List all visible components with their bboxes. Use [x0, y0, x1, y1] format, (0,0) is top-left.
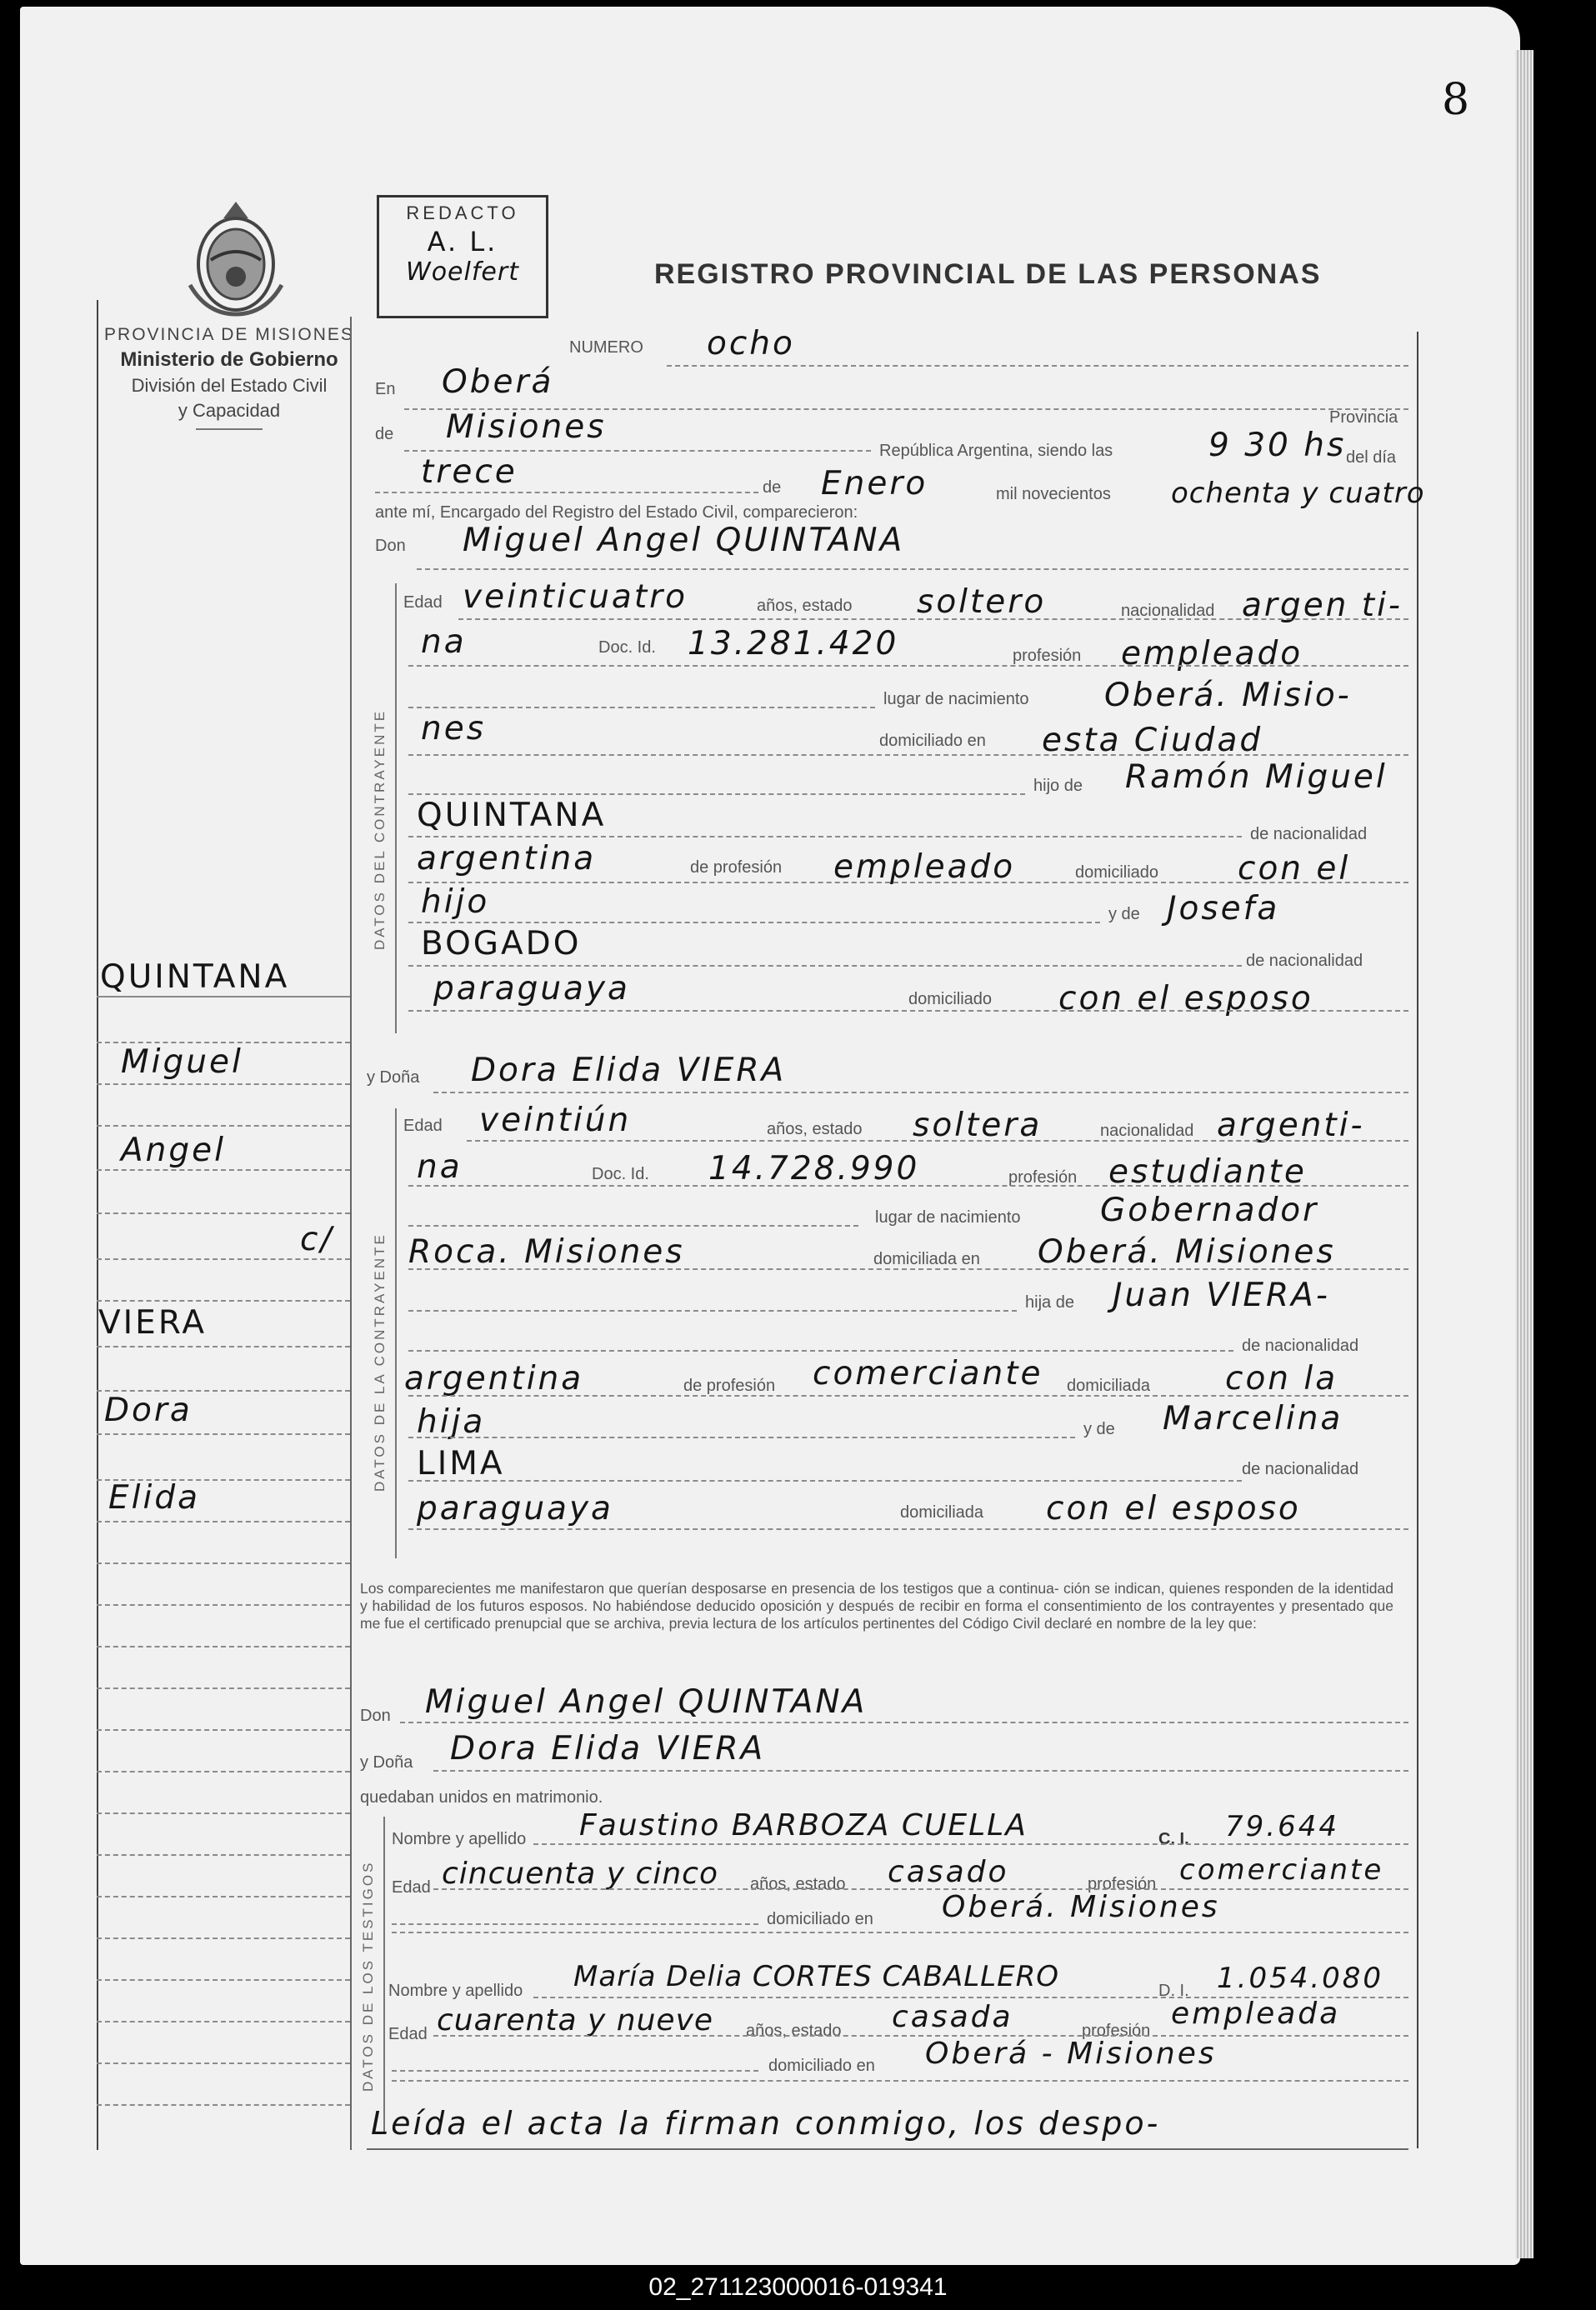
label-w1-estado: años, estado	[750, 1875, 846, 1893]
margin-name-3: Dora	[104, 1392, 193, 1429]
field-groom-mother-nacionalidad: paraguaya	[433, 970, 630, 1008]
label-groom-nacionalidad: nacionalidad	[1121, 602, 1215, 620]
label-de-month: de	[763, 478, 782, 497]
label-quedaban: quedaban unidos en matrimonio.	[360, 1788, 603, 1807]
label-dona-2: y Doña	[360, 1753, 413, 1772]
field-bride-profesion: estudiante	[1108, 1153, 1307, 1191]
label-w2-di: D. I.	[1158, 1982, 1189, 2000]
stamp-initials: A. L.	[427, 226, 498, 258]
label-groom-mother-dom: domiciliado	[908, 990, 993, 1008]
stamp-title: REDACTO	[406, 202, 519, 223]
side-label-witnesses: DATOS DE LOS TESTIGOS	[360, 1860, 376, 2092]
field-groom-lugar-1: Oberá. Misio-	[1104, 677, 1352, 714]
field-w2-di: 1.054.080	[1217, 1962, 1384, 1995]
institution-province: PROVINCIA DE MISIONES	[104, 325, 354, 344]
field-groom-mother-dom: con el esposo	[1058, 980, 1313, 1018]
scan-footer-id: 02_271123000016-019341	[0, 2265, 1596, 2310]
field-w1-nombre: Faustino BARBOZA CUELLA	[579, 1808, 1028, 1842]
label-en: En	[375, 380, 396, 398]
coat-of-arms-icon	[182, 193, 290, 318]
institution-block	[100, 325, 358, 430]
label-groom-lugar: lugar de nacimiento	[883, 690, 1029, 708]
label-bride-nacionalidad: nacionalidad	[1100, 1122, 1194, 1140]
field-w1-estado: casado	[888, 1855, 1009, 1889]
label-bride-mother-nac: de nacionalidad	[1242, 1460, 1359, 1478]
side-label-groom: DATOS DEL CONTRAYENTE	[372, 708, 388, 950]
label-bride-hija: hija de	[1025, 1293, 1074, 1312]
label-w2-profesion: profesión	[1082, 2022, 1151, 2040]
label-w2-domicilio: domiciliado en	[768, 2057, 875, 2075]
label-groom-mother-nac: de nacionalidad	[1246, 952, 1363, 970]
field-groom-doc: 13.281.420	[688, 625, 899, 662]
institution-ministry: Ministerio de Gobierno	[120, 348, 338, 371]
field-w1-domicilio: Oberá. Misiones	[942, 1890, 1220, 1924]
label-bride-father-dom: domiciliada	[1067, 1377, 1151, 1395]
field-groom-domicilio: esta Ciudad	[1042, 722, 1263, 759]
label-numero: NUMERO	[569, 338, 643, 357]
label-don: Don	[375, 537, 406, 555]
field-w2-nombre: María Delia CORTES CABALLERO	[573, 1960, 1059, 1993]
label-w2-nombre: Nombre y apellido	[388, 1982, 523, 2000]
field-w1-ci: 79.644	[1225, 1810, 1339, 1843]
declaration-paragraph: Los comparecientes me manifestaron que querían desposarse en presencia de los testigos que a continua- ción se indican, quienes responden de la identidad y habilidad de los futuros esposos. No habiéndose deducido oposición y después de recibir en forma el consentimiento de los contrayentes y presentado que me fue el certificado prenupcial que se archiva, previa lectura de los artículos pertinentes del Código Civil declaré en nombre de la ley que:	[360, 1580, 1393, 1632]
field-groom-nac-1: argen ti-	[1242, 587, 1403, 624]
field-groom-estado: soltero	[917, 583, 1047, 621]
label-bride-father-nac: de nacionalidad	[1242, 1337, 1359, 1355]
field-year: ochenta y cuatro	[1171, 477, 1425, 510]
field-bride-father: Juan VIERA-	[1113, 1277, 1330, 1314]
label-republica: República Argentina, siendo las	[879, 442, 1113, 460]
field-groom-name-2: Miguel Angel QUINTANA	[425, 1683, 868, 1721]
field-bride-nac-1: argenti-	[1217, 1107, 1365, 1144]
left-column-border	[350, 317, 352, 2150]
field-bride-edad: veintiún	[479, 1102, 632, 1139]
label-bride-lugar: lugar de nacimiento	[875, 1208, 1021, 1227]
institution-division: División del Estado Civil	[131, 375, 328, 396]
field-numero: ocho	[707, 325, 795, 362]
label-groom-profesion: profesión	[1013, 647, 1082, 665]
field-hour: 9 30 hs	[1208, 427, 1347, 464]
field-bride-mother-2: LIMA	[417, 1445, 505, 1482]
margin-name-2: Angel	[121, 1132, 226, 1169]
field-bride-name-2: Dora Elida VIERA	[450, 1730, 766, 1768]
label-w1-nombre: Nombre y apellido	[392, 1830, 527, 1848]
label-mil-novecientos: mil novecientos	[996, 485, 1111, 503]
stamp-name: Woelfert	[406, 258, 519, 287]
left-margin-line	[97, 300, 98, 2150]
field-bride-estado: soltera	[913, 1107, 1043, 1144]
label-w2-estado: años, estado	[746, 2022, 842, 2040]
label-bride-estado: años, estado	[767, 1120, 863, 1138]
field-groom-mother-2: BOGADO	[421, 925, 582, 962]
field-w2-edad: cuarenta y nueve	[437, 2003, 714, 2038]
page-title: REGISTRO PROVINCIAL DE LAS PERSONAS	[654, 258, 1322, 290]
field-w1-profesion: comerciante	[1179, 1853, 1384, 1887]
field-groom-father-nacionalidad: argentina	[417, 840, 597, 878]
institution-underline	[196, 428, 263, 430]
label-ante-mi: ante mí, Encargado del Registro del Estado Civil, comparecieron:	[375, 503, 858, 522]
label-del-dia: del día	[1346, 448, 1397, 467]
label-groom-mother: y de	[1108, 905, 1140, 923]
label-w1-edad: Edad	[392, 1878, 431, 1897]
field-bride-lugar-1: Gobernador	[1100, 1192, 1319, 1229]
field-bride-doc: 14.728.990	[708, 1150, 920, 1188]
field-bride-mother-1: Marcelina	[1163, 1400, 1343, 1438]
field-groom-edad: veinticuatro	[463, 578, 688, 616]
label-bride-domicilio: domiciliada en	[873, 1250, 980, 1268]
label-groom-father-prof: de profesión	[690, 858, 783, 877]
label-de-province: de	[375, 425, 394, 443]
label-bride-edad: Edad	[403, 1117, 443, 1135]
field-groom-father-profesion: empleado	[833, 848, 1016, 886]
field-bride-mother-nacionalidad: paraguaya	[417, 1490, 613, 1528]
field-groom-father-dom-2: hijo	[421, 883, 490, 921]
label-bride-doc: Doc. Id.	[592, 1165, 649, 1183]
margin-name-1: Miguel	[121, 1043, 243, 1081]
field-groom-lugar-2: nes	[421, 710, 487, 748]
field-w2-profesion: empleada	[1171, 1997, 1341, 2031]
page-number: 8	[1442, 75, 1470, 125]
margin-surname-1: QUINTANA	[100, 958, 290, 996]
field-w2-domicilio: Oberá - Misiones	[925, 2037, 1217, 2071]
side-label-bride: DATOS DE LA CONTRAYENTE	[372, 1232, 388, 1492]
label-bride-mother: y de	[1083, 1420, 1115, 1438]
label-w1-domicilio: domiciliado en	[767, 1910, 873, 1928]
right-border	[1417, 332, 1418, 2148]
page-stack-edge	[1515, 50, 1533, 2258]
label-groom-doc: Doc. Id.	[598, 638, 656, 657]
label-bride-father-prof: de profesión	[683, 1377, 776, 1395]
final-handwritten-line: Leída el acta la firman conmigo, los despo-	[371, 2105, 1161, 2142]
label-bride-mother-dom: domiciliada	[900, 1503, 984, 1522]
label-groom-hijo: hijo de	[1033, 777, 1083, 795]
field-groom-nac-2: na	[421, 623, 467, 661]
label-groom-estado: años, estado	[757, 597, 853, 615]
label-w1-profesion: profesión	[1088, 1875, 1157, 1893]
field-bride-father-nacionalidad: argentina	[404, 1360, 584, 1398]
label-groom-father-dom: domiciliado	[1075, 863, 1159, 882]
field-groom-father-2: QUINTANA	[417, 797, 607, 834]
field-bride-father-dom-1: con la	[1225, 1360, 1338, 1398]
field-groom-name: Miguel Angel QUINTANA	[463, 522, 905, 559]
field-bride-lugar-2: Roca. Misiones	[408, 1233, 685, 1271]
label-don-2: Don	[360, 1707, 391, 1725]
label-dona: y Doña	[367, 1068, 420, 1087]
field-bride-mother-dom: con el esposo	[1046, 1490, 1301, 1528]
field-bride-domicilio: Oberá. Misiones	[1038, 1233, 1336, 1271]
margin-name-4: Elida	[108, 1479, 200, 1517]
label-groom-father-nac: de nacionalidad	[1250, 825, 1368, 843]
label-provincia: Provincia	[1329, 408, 1398, 427]
field-bride-nac-2: na	[417, 1148, 463, 1186]
field-day: trece	[421, 453, 518, 491]
label-w2-edad: Edad	[388, 2025, 428, 2043]
field-bride-father-dom-2: hija	[417, 1403, 486, 1441]
field-groom-father-1: Ramón Miguel	[1125, 758, 1388, 796]
margin-conjunction: c/	[300, 1221, 334, 1258]
field-month: Enero	[821, 465, 928, 502]
label-groom-domicilio: domiciliado en	[879, 732, 986, 750]
field-w2-estado: casada	[892, 2000, 1013, 2034]
field-groom-father-dom-1: con el	[1238, 850, 1351, 888]
field-city: Oberá	[442, 363, 554, 401]
field-w1-edad: cincuenta y cinco	[442, 1857, 718, 1891]
margin-surname-2: VIERA	[98, 1304, 208, 1342]
label-bride-profesion: profesión	[1008, 1168, 1078, 1187]
field-bride-father-profesion: comerciante	[813, 1355, 1043, 1392]
field-groom-mother-1: Josefa	[1167, 890, 1280, 928]
label-w1-ci: C. I.	[1158, 1830, 1189, 1848]
field-groom-profesion: empleado	[1121, 635, 1303, 672]
field-province: Misiones	[446, 408, 607, 446]
field-bride-name: Dora Elida VIERA	[471, 1052, 787, 1089]
institution-capacity: y Capacidad	[178, 400, 281, 421]
redacto-stamp	[377, 195, 548, 318]
label-groom-edad: Edad	[403, 593, 443, 612]
